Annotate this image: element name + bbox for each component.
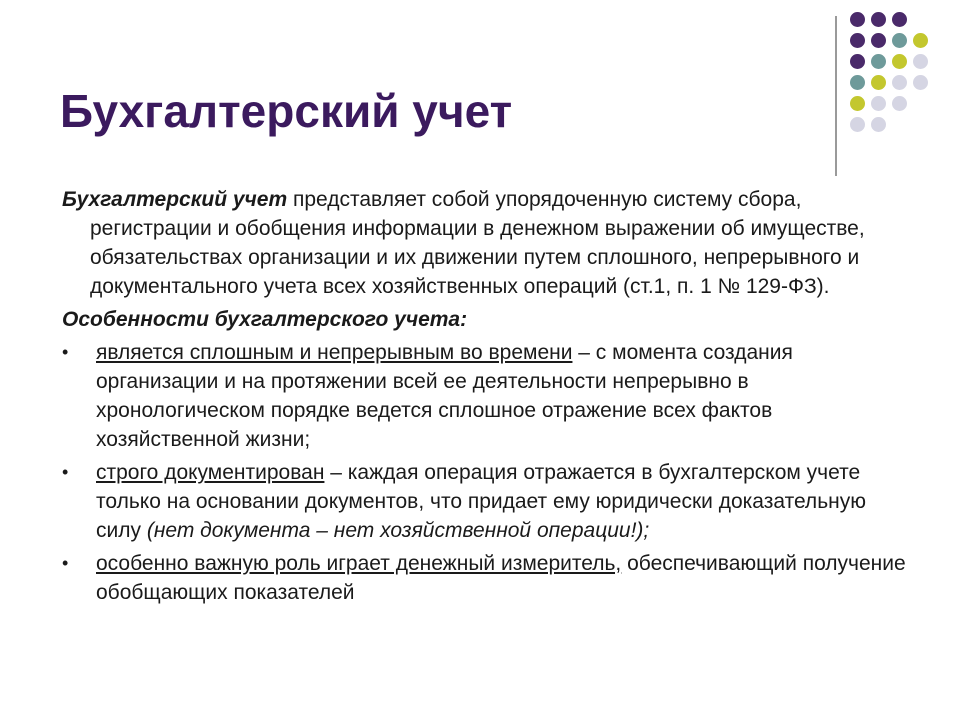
feature-description: обеспечивающий получение обобщающих показателей [96, 552, 906, 604]
decorative-dot [850, 117, 865, 132]
features-heading: Особенности бухгалтерского учета: [62, 308, 468, 331]
decorative-dot [892, 96, 907, 111]
decorative-dot [892, 75, 907, 90]
decorative-dot [850, 75, 865, 90]
vertical-divider-line [835, 16, 837, 176]
list-item [62, 338, 910, 454]
decorative-dot [913, 33, 928, 48]
bullet-icon: • [62, 462, 69, 482]
decorative-dot [850, 96, 865, 111]
feature-italic-note: (нет документа – нет хозяйственной операции!); [146, 519, 650, 542]
feature-key-phrase: строго документирован [96, 461, 325, 484]
feature-key-phrase: является сплошным и непрерывным во времени [96, 341, 573, 364]
decorative-dot [871, 75, 886, 90]
decorative-dot [850, 54, 865, 69]
decorative-dot [892, 12, 907, 27]
slide-body [62, 185, 910, 611]
slide-title: Бухгалтерский учет [60, 85, 513, 137]
decorative-dot-grid [846, 10, 956, 160]
decorative-dot [913, 54, 928, 69]
decorative-dot [850, 33, 865, 48]
decorative-dot [871, 117, 886, 132]
decorative-dot [850, 12, 865, 27]
definition-lead-term: Бухгалтерский учет [62, 188, 288, 211]
decorative-dot [913, 75, 928, 90]
list-item [62, 458, 910, 545]
list-item [62, 549, 910, 607]
feature-description: – каждая операция отражается в бухгалтерском учете только на основании документов, что придает ему юридически доказательную силу [96, 461, 866, 542]
decorative-dot [892, 54, 907, 69]
features-list [62, 338, 910, 607]
decorative-dot [871, 33, 886, 48]
feature-key-phrase: особенно важную роль играет денежный измеритель, [96, 552, 622, 575]
decorative-dot [871, 96, 886, 111]
definition-paragraph [62, 185, 910, 301]
decorative-dot [871, 54, 886, 69]
decorative-dot [871, 12, 886, 27]
bullet-icon: • [62, 342, 69, 362]
bullet-icon: • [62, 553, 69, 573]
decorative-dot [892, 33, 907, 48]
feature-description: – с момента создания организации и на протяжении всей ее деятельности непрерывно в хронологическом порядке ведется сплошное отражение всех фактов хозяйственной жизни; [96, 341, 793, 451]
definition-text: представляет собой упорядоченную систему сбора, регистрации и обобщения информации в денежном выражении об имуществе, обязательствах организации и их движении путем сплошного, непрерывного и документального учета всех хозяйственных операций (ст.1, п. 1 № 129-ФЗ). [90, 188, 865, 298]
